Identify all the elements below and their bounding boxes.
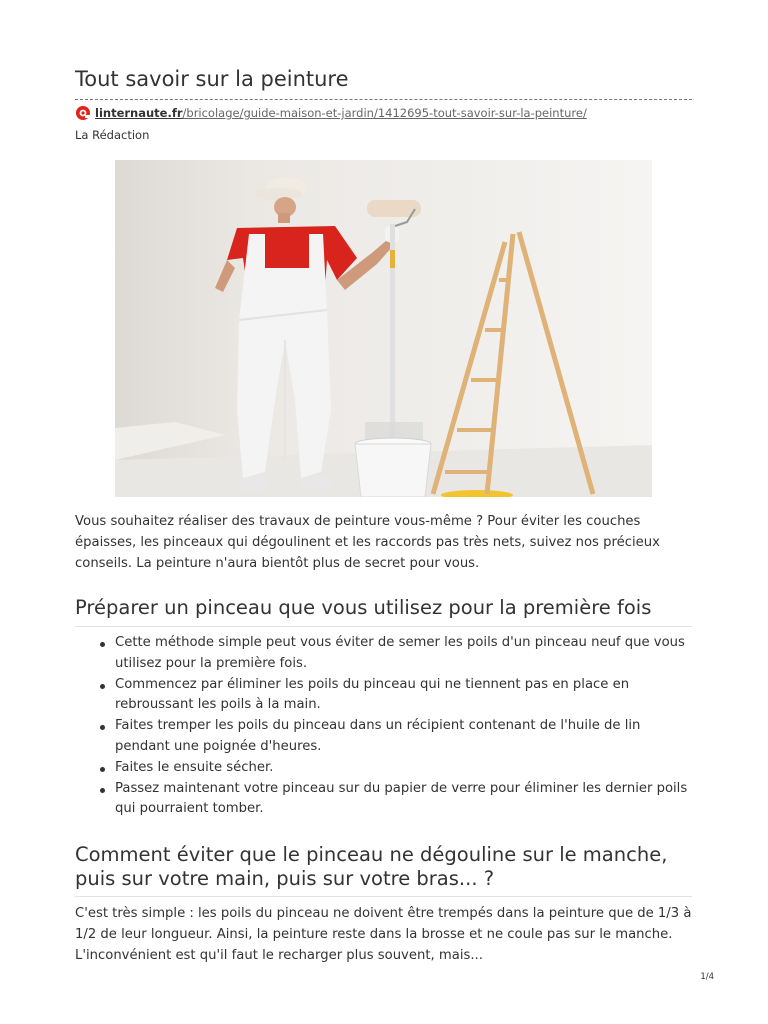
source-line — [75, 105, 587, 121]
author: La Rédaction — [75, 128, 150, 142]
bullet-dot-icon — [100, 788, 105, 793]
linternaute-logo-icon — [75, 105, 91, 121]
list-item: Faites le ensuite sécher. — [75, 758, 692, 779]
section2-heading: Comment éviter que le pinceau ne dégouline sur le manche, puis sur votre main, puis sur votre bras... ? — [75, 843, 668, 890]
section2-paragraph: C'est très simple : les poils du pinceau ne doivent être trempés dans la peinture que de 1/3 à 1/2 de leur longueur. Ainsi, la peinture reste dans la brosse et ne coule pas sur le manche. L'inconvénient est qu'il faut le recharger plus souvent, mais... — [75, 906, 692, 963]
bullet-dot-icon — [100, 684, 105, 689]
section1-bullet-list — [75, 633, 692, 820]
painter-photo — [115, 160, 652, 497]
page-title: Tout savoir sur la peinture — [75, 67, 349, 91]
list-item: Cette méthode simple peut vous éviter de semer les poils d'un pinceau neuf que vous utilisez pour la première fois. — [75, 633, 692, 675]
source-domain-link[interactable]: linternaute.fr — [95, 106, 183, 120]
section1-rule — [75, 626, 692, 627]
source-path-link[interactable]: /bricolage/guide-maison-et-jardin/1412695-tout-savoir-sur-la-peinture/ — [182, 106, 587, 120]
section2-rule — [75, 896, 692, 897]
paint-bucket — [355, 422, 431, 497]
list-item: Commencez par éliminer les poils du pinceau qui ne tiennent pas en place en rebroussant les poils à la main. — [75, 675, 692, 717]
list-item: Passez maintenant votre pinceau sur du papier de verre pour éliminer les dernier poils qui pourraient tomber. — [75, 779, 692, 821]
bullet-dot-icon — [100, 767, 105, 772]
page-number: 1/4 — [700, 972, 714, 982]
bullet-dot-icon — [100, 725, 105, 730]
section1-heading: Préparer un pinceau que vous utilisez pour la première fois — [75, 596, 652, 619]
intro-paragraph: Vous souhaitez réaliser des travaux de peinture vous-même ? Pour éviter les couches épaisses, les pinceaux qui dégoulinent et les raccords pas très nets, suivez nos précieux conseils. La peinture n'aura bientôt plus de secret pour vous. — [75, 514, 660, 571]
bullet-dot-icon — [100, 642, 105, 647]
list-item: Faites tremper les poils du pinceau dans un récipient contenant de l'huile de lin pendant une poignée d'heures. — [75, 716, 692, 758]
title-divider — [75, 99, 692, 100]
